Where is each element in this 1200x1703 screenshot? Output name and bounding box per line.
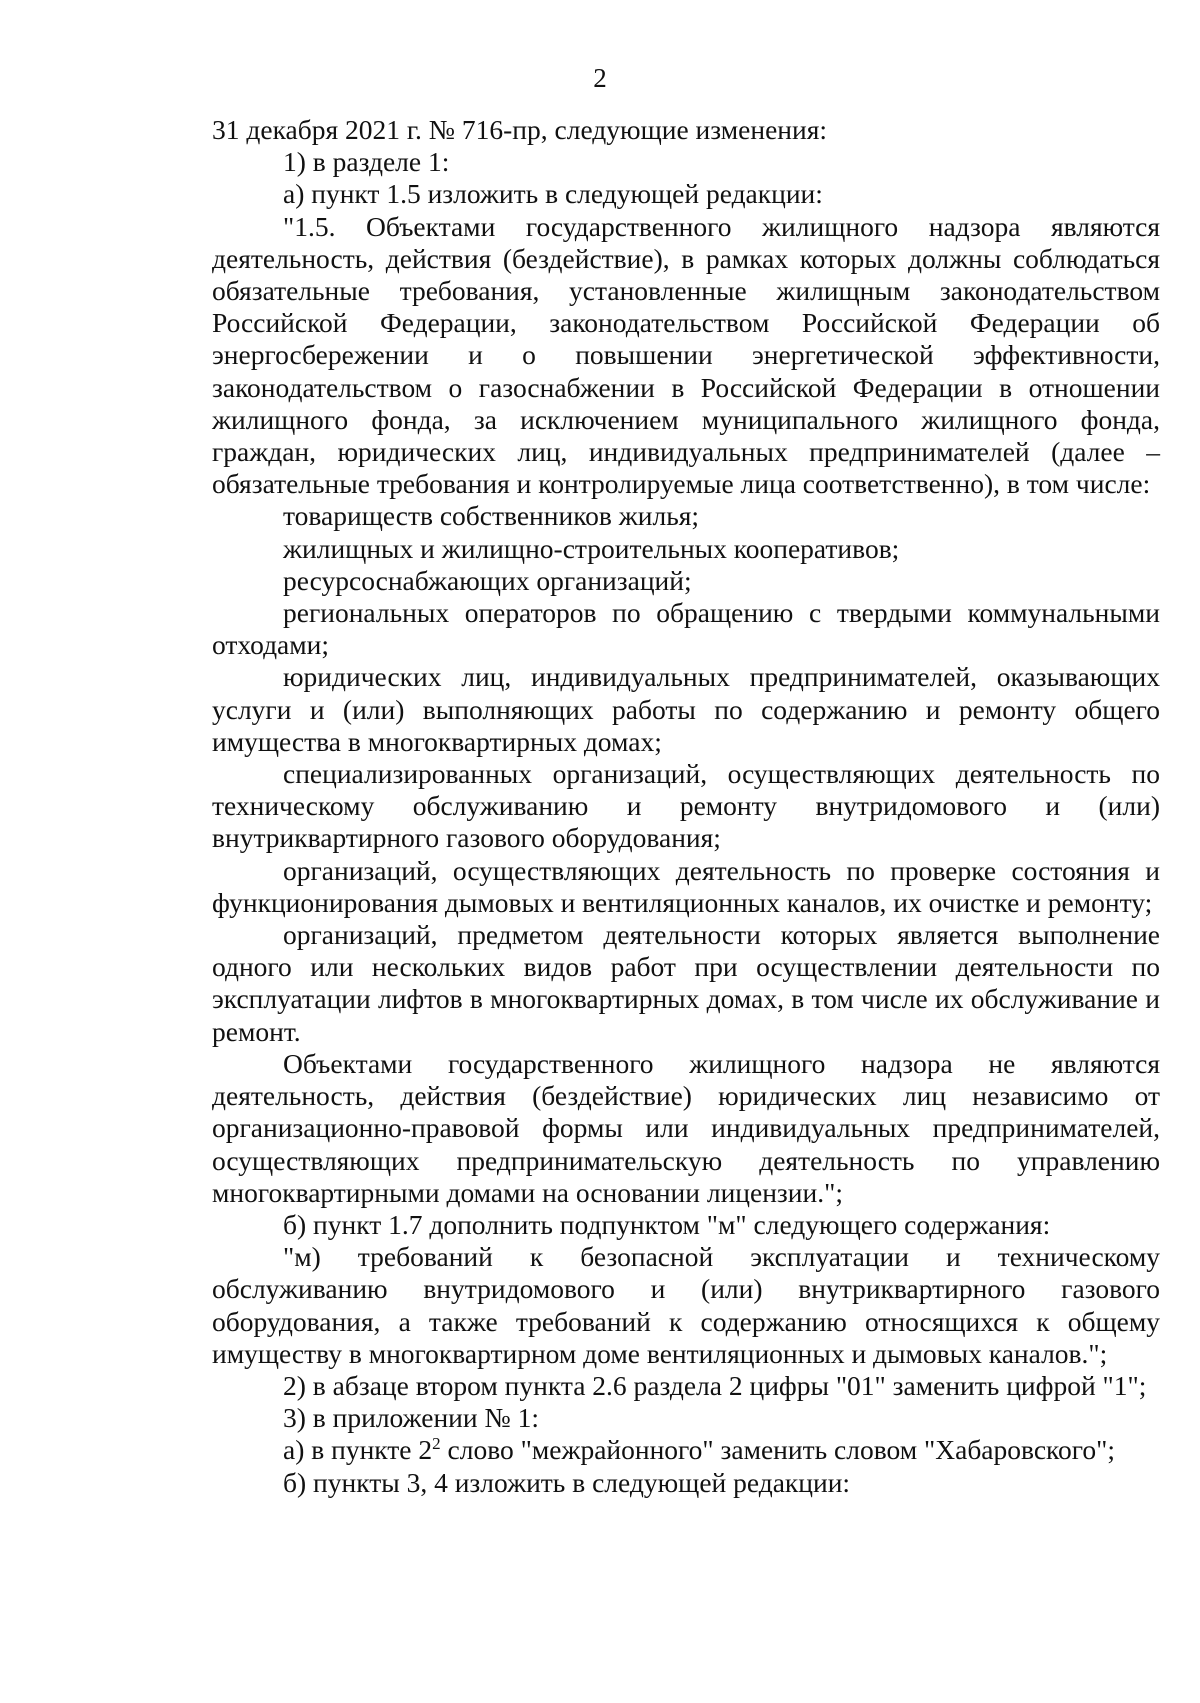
- paragraph-item-1a: а) пункт 1.5 изложить в следующей редакции:: [283, 178, 823, 210]
- paragraph-item-3a-after: слово "межрайонного" заменить словом "Хабаровского";: [440, 1434, 1115, 1466]
- page-number: 2: [593, 63, 607, 93]
- superscript-2: 2: [432, 1434, 441, 1454]
- list-item-hoa: товариществ собственников жилья;: [283, 500, 700, 532]
- list-item-cooperatives: жилищных и жилищно-строительных кооперативов;: [283, 532, 900, 564]
- paragraph-item-3b: б) пункты 3, 4 изложить в следующей редакции:: [283, 1466, 851, 1498]
- paragraph-subclause-m: "м) требований к безопасной эксплуатации и техническому обслуживанию внутридомового и (или) внутриквартирного газового оборудования, а также требований к содержанию относящихся к общему имуществу в многоквартирном доме вентиляционных и дымовых каналов.";: [212, 1241, 1160, 1369]
- list-item-gas-maintenance: специализированных организаций, осуществляющих деятельность по техническому обслуживанию и ремонту внутридомового и (или) внутриквартирного газового оборудования;: [212, 758, 1160, 854]
- paragraph-item-2: 2) в абзаце втором пункта 2.6 раздела 2 цифры "01" заменить цифрой "1";: [283, 1369, 1147, 1401]
- paragraph-item-3a: [212, 1434, 1160, 1466]
- paragraph-item-1b: б) пункт 1.7 дополнить подпунктом "м" следующего содержания:: [283, 1208, 1051, 1240]
- paragraph-intro: 31 декабря 2021 г. № 716-пр, следующие изменения:: [212, 114, 828, 145]
- list-item-service-providers: юридических лиц, индивидуальных предпринимателей, оказывающих услуги и (или) выполняющих работы по содержанию и ремонту общего имущества в многоквартирных домах;: [212, 661, 1160, 757]
- list-item-resource-suppliers: ресурсоснабжающих организаций;: [283, 564, 692, 596]
- paragraph-clause-1-5: "1.5. Объектами государственного жилищного надзора являются деятельность, действия (бездействие), в рамках которых должны соблюдаться обязательные требования, установленные жилищным законодательством Российской Федерации, законодательством Российской Федерации об энергосбережении и о повышении энергетической эффективности, законодательством о газоснабжении в Российской Федерации в отношении жилищного фонда, за исключением муниципального жилищного фонда, граждан, юридических лиц, индивидуальных предпринимателей (далее – обязательные требования и контролируемые лица соответственно), в том числе:: [212, 210, 1160, 500]
- list-item-regional-operators: региональных операторов по обращению с твердыми коммунальными отходами;: [212, 597, 1160, 661]
- list-item-chimney-inspection: организаций, осуществляющих деятельность по проверке состояния и функционирования дымовых и вентиляционных каналов, их очистке и ремонту;: [212, 854, 1160, 918]
- paragraph-item-1: 1) в разделе 1:: [283, 146, 450, 178]
- list-item-elevator-operation: организаций, предметом деятельности которых является выполнение одного или нескольких видов работ при осуществлении деятельности по эксплуатации лифтов в многоквартирных домах, в том числе их обслуживание и ремонт.: [212, 919, 1160, 1047]
- document-body: [212, 114, 1160, 1499]
- paragraph-item-3: 3) в приложении № 1:: [283, 1402, 539, 1434]
- paragraph-item-3a-before: а) в пункте 2: [283, 1434, 433, 1466]
- paragraph-exclusions: Объектами государственного жилищного надзора не являются деятельность, действия (бездействие) юридических лиц независимо от организационно-правовой формы или индивидуальных предпринимателей, осуществляющих предпринимательскую деятельность по управлению многоквартирными домами на основании лицензии.";: [212, 1047, 1160, 1208]
